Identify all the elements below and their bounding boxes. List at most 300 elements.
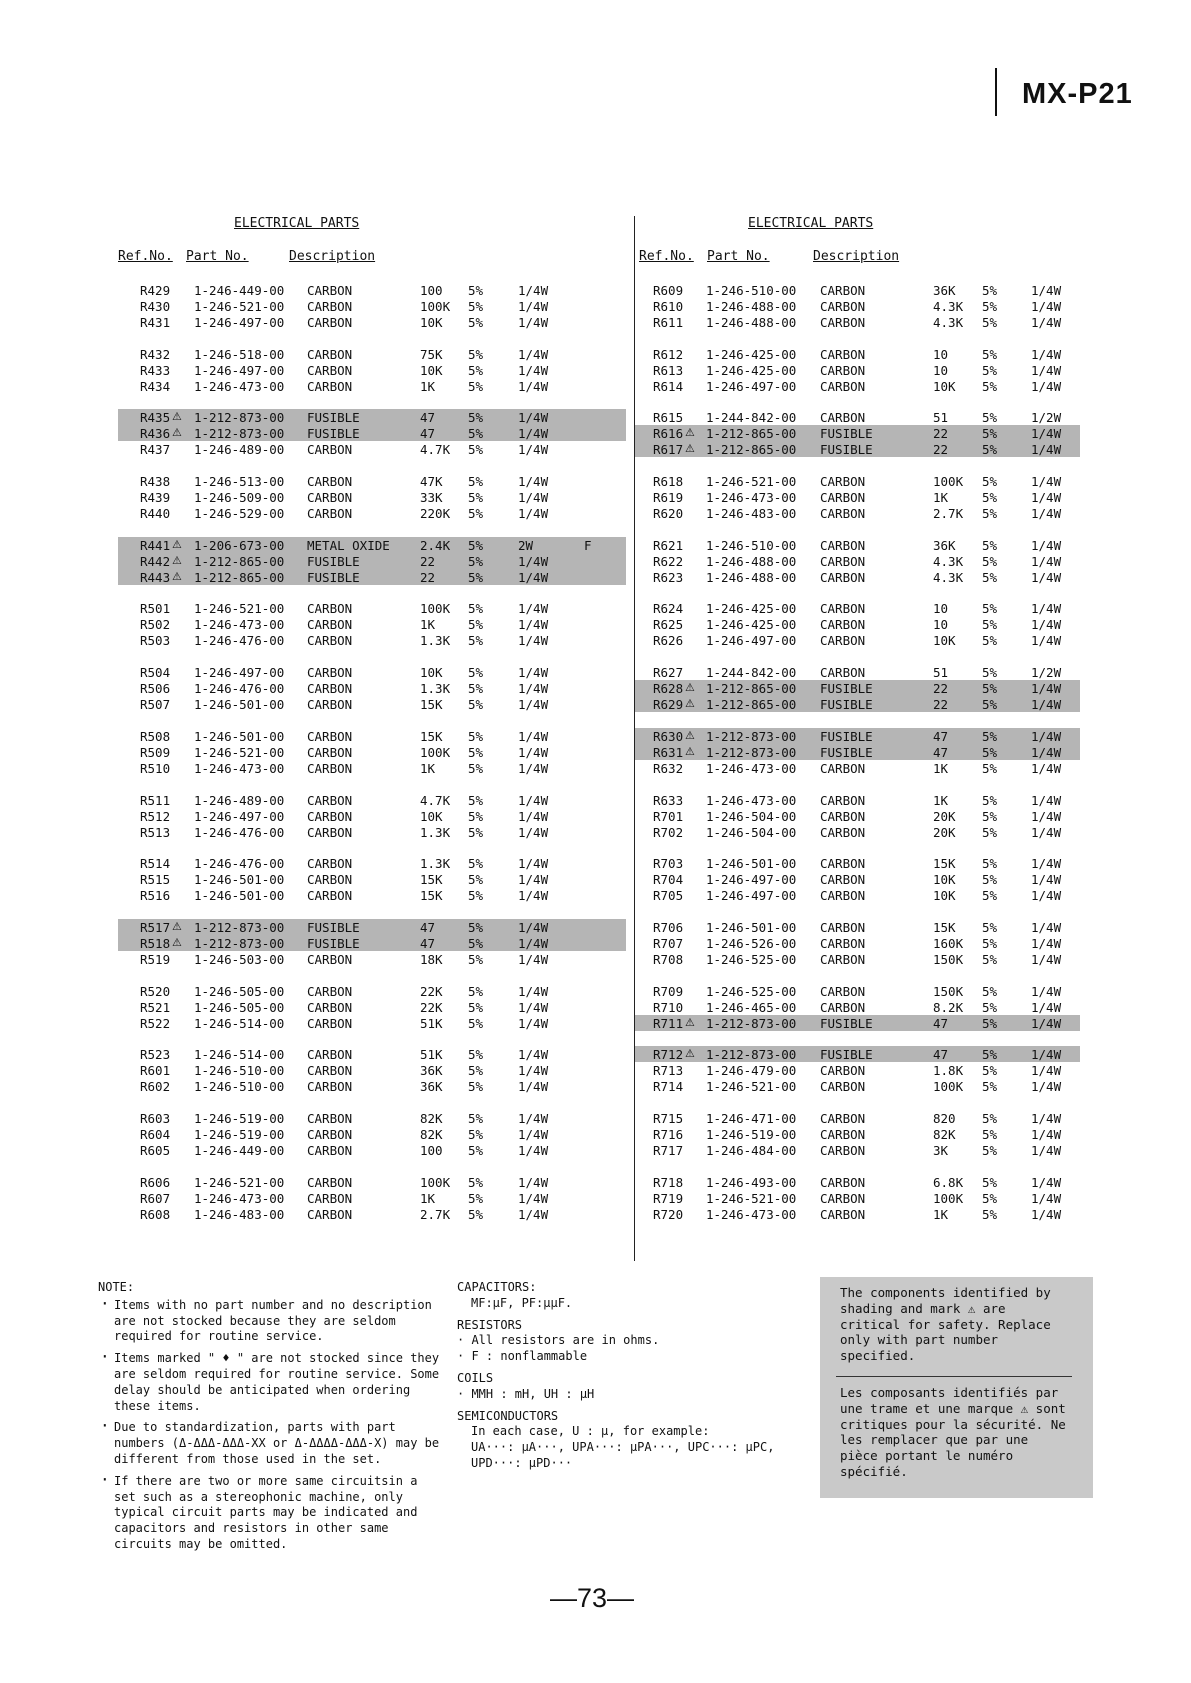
wattage: 1/4W <box>1031 744 1062 760</box>
part-no: 1-246-510-00 <box>194 1063 285 1079</box>
part-no: 1-246-521-00 <box>706 1079 797 1095</box>
ref-no: R432 <box>140 346 171 362</box>
wattage: 1/4W <box>518 1110 549 1126</box>
table-row <box>635 1046 1080 1062</box>
part-no: 1-246-473-00 <box>194 760 285 776</box>
description: CARBON <box>307 1110 353 1126</box>
parts-rows <box>118 282 626 1237</box>
value: 15K <box>420 888 443 904</box>
safety-mark-icon: ⚠ <box>172 426 182 440</box>
wattage: 1/4W <box>1031 1126 1062 1142</box>
ref-no: R507 <box>140 697 171 713</box>
description: CARBON <box>307 1190 353 1206</box>
value: 47 <box>420 426 436 442</box>
tolerance: 5% <box>982 1079 998 1095</box>
ref-no: R502 <box>140 617 171 633</box>
ref-no: R612 <box>653 346 684 362</box>
parts-rows <box>635 282 1080 1237</box>
description: CARBON <box>307 824 353 840</box>
description: CARBON <box>820 1110 866 1126</box>
table-row <box>118 744 626 760</box>
part-no: 1-246-521-00 <box>194 1174 285 1190</box>
wattage: 1/4W <box>518 362 549 378</box>
safety-mark-icon: ⚠ <box>685 1015 695 1029</box>
header-part: Part No. <box>186 249 249 264</box>
safety-note-french: Les composants identifiés par une trame et une marque ⚠ sont critiques pour la sécurité. Ne les remplacer que par une pièce portant le numéro spécifié. <box>840 1384 1066 1479</box>
description: FUSIBLE <box>307 426 360 442</box>
wattage: 1/4W <box>1031 919 1062 935</box>
wattage: 1/4W <box>1031 346 1062 362</box>
ref-no: R509 <box>140 744 171 760</box>
value: 4.7K <box>420 442 451 458</box>
value: 51K <box>420 1015 443 1031</box>
part-no: 1-246-501-00 <box>194 872 285 888</box>
wattage: 1/4W <box>1031 537 1062 553</box>
tolerance: 5% <box>468 919 484 935</box>
part-no: 1-246-425-00 <box>706 346 797 362</box>
description: CARBON <box>820 506 866 522</box>
tolerance: 5% <box>982 283 998 298</box>
description: CARBON <box>307 633 353 649</box>
tolerance: 5% <box>468 872 484 888</box>
ref-no: R626 <box>653 633 684 649</box>
ref-no: R601 <box>140 1063 171 1079</box>
part-no: 1-246-521-00 <box>706 1190 797 1206</box>
description: CARBON <box>820 983 866 999</box>
parts-group <box>118 1174 626 1222</box>
value: 22 <box>420 553 436 569</box>
value: 150K <box>933 951 964 967</box>
description: FUSIBLE <box>820 697 873 713</box>
value: 10K <box>420 665 443 681</box>
safety-mark-icon: ⚠ <box>685 426 695 440</box>
value: 51K <box>420 1047 443 1063</box>
part-no: 1-246-497-00 <box>194 315 285 330</box>
ref-no: R630 <box>653 728 684 744</box>
table-row <box>118 1126 626 1142</box>
value: 6.8K <box>933 1174 964 1190</box>
table-row <box>635 680 1080 696</box>
parts-group <box>118 728 626 776</box>
table-row <box>635 489 1080 505</box>
wattage: 1/4W <box>518 888 549 904</box>
value: 4.7K <box>420 792 451 808</box>
ref-no: R713 <box>653 1063 684 1079</box>
wattage: 1/4W <box>518 1174 549 1190</box>
ref-no: R710 <box>653 999 684 1015</box>
ref-no: R623 <box>653 569 684 585</box>
description: CARBON <box>820 299 866 314</box>
tolerance: 5% <box>468 1015 484 1031</box>
table-row <box>118 1015 626 1031</box>
capacitors-heading: CAPACITORS: <box>457 1280 537 1294</box>
description: FUSIBLE <box>307 553 360 569</box>
ref-no: R704 <box>653 872 684 888</box>
description: CARBON <box>820 1063 866 1079</box>
value: 4.3K <box>933 553 964 569</box>
parts-group <box>118 855 626 903</box>
description: FUSIBLE <box>820 442 873 458</box>
part-no: 1-246-476-00 <box>194 856 285 872</box>
wattage: 1/4W <box>1031 1190 1062 1206</box>
description: CARBON <box>307 856 353 872</box>
note-item: · Items with no part number and no description are not stocked because they are seldom required for routine service. <box>98 1298 443 1345</box>
safety-mark-icon: ⚠ <box>685 681 695 695</box>
parts-group <box>635 600 1080 648</box>
ref-no: R501 <box>140 601 171 617</box>
table-row <box>118 553 626 569</box>
model-label: MX-P21 <box>1022 78 1133 110</box>
tolerance: 5% <box>468 378 484 394</box>
note-item: · Items marked " ♦ " are not stocked since they are seldom required for routine service. Some delay should be anticipated when ordering these items. <box>98 1351 443 1414</box>
table-row <box>635 664 1080 680</box>
ref-no: R503 <box>140 633 171 649</box>
notes-block <box>98 1280 443 1559</box>
ref-no: R523 <box>140 1047 171 1063</box>
ref-no: R441 <box>140 537 171 553</box>
wattage: 1/4W <box>518 665 549 681</box>
description: CARBON <box>307 1142 353 1158</box>
wattage: 1/4W <box>1031 1063 1062 1079</box>
ref-no: R627 <box>653 665 684 681</box>
table-row <box>118 792 626 808</box>
description: CARBON <box>307 299 353 314</box>
wattage: 1/4W <box>1031 792 1062 808</box>
table-row <box>118 298 626 314</box>
tolerance: 5% <box>468 553 484 569</box>
parts-group <box>118 792 626 840</box>
tolerance: 5% <box>982 856 998 872</box>
wattage: 1/4W <box>1031 951 1062 967</box>
part-no: 1-246-521-00 <box>706 474 797 490</box>
table-row <box>118 728 626 744</box>
part-no: 1-246-510-00 <box>706 283 797 298</box>
wattage: 1/4W <box>518 410 549 426</box>
tolerance: 5% <box>982 824 998 840</box>
description: CARBON <box>820 474 866 490</box>
part-no: 1-246-497-00 <box>706 872 797 888</box>
description: CARBON <box>307 792 353 808</box>
tolerance: 5% <box>982 1110 998 1126</box>
wattage: 1/4W <box>1031 633 1062 649</box>
table-row <box>118 378 626 394</box>
value: 100K <box>420 601 451 617</box>
parts-group <box>635 409 1080 457</box>
ref-no: R434 <box>140 378 171 394</box>
tolerance: 5% <box>468 426 484 442</box>
description: CARBON <box>820 888 866 904</box>
part-no: 1-246-510-00 <box>706 537 797 553</box>
description: CARBON <box>820 999 866 1015</box>
table-row <box>635 537 1080 553</box>
wattage: 1/4W <box>1031 760 1062 776</box>
safety-mark-icon: ⚠ <box>685 1047 695 1061</box>
description: CARBON <box>820 951 866 967</box>
table-row <box>635 999 1080 1015</box>
description: CARBON <box>307 490 353 506</box>
ref-no: R433 <box>140 362 171 378</box>
tolerance: 5% <box>982 506 998 522</box>
part-no: 1-246-488-00 <box>706 315 797 330</box>
tolerance: 5% <box>982 919 998 935</box>
tolerance: 5% <box>982 1126 998 1142</box>
tolerance: 5% <box>982 951 998 967</box>
description: CARBON <box>820 490 866 506</box>
semiconductors-line: UA···: μA···, UPA···: μPA···, UPC···: μPC, <box>471 1440 775 1455</box>
description: CARBON <box>820 1142 866 1158</box>
ref-no: R440 <box>140 506 171 522</box>
tolerance: 5% <box>468 537 484 553</box>
wattage: 1/4W <box>518 935 549 951</box>
description: CARBON <box>820 792 866 808</box>
tolerance: 5% <box>468 1079 484 1095</box>
part-no: 1-212-873-00 <box>194 426 285 442</box>
description: CARBON <box>820 760 866 776</box>
wattage: 1/4W <box>518 856 549 872</box>
ref-no: R512 <box>140 808 171 824</box>
part-no: 1-246-505-00 <box>194 983 285 999</box>
ref-no: R438 <box>140 474 171 490</box>
wattage: 1/4W <box>518 744 549 760</box>
rating-flag: F <box>584 537 592 553</box>
ref-no: R508 <box>140 728 171 744</box>
ref-no: R519 <box>140 951 171 967</box>
part-no: 1-246-519-00 <box>194 1110 285 1126</box>
part-no: 1-212-873-00 <box>706 1015 797 1031</box>
description: CARBON <box>820 315 866 330</box>
value: 100K <box>420 744 451 760</box>
value: 1K <box>420 1190 436 1206</box>
ref-no: R511 <box>140 792 171 808</box>
ref-no: R706 <box>653 919 684 935</box>
wattage: 1/4W <box>518 728 549 744</box>
part-no: 1-212-865-00 <box>194 553 285 569</box>
table-row <box>118 362 626 378</box>
value: 47 <box>933 744 949 760</box>
part-no: 1-246-509-00 <box>194 490 285 506</box>
table-row <box>635 744 1080 760</box>
value: 47 <box>933 1015 949 1031</box>
description: CARBON <box>820 346 866 362</box>
table-row <box>118 760 626 776</box>
wattage: 1/4W <box>1031 856 1062 872</box>
ref-no: R619 <box>653 490 684 506</box>
part-no: 1-246-479-00 <box>706 1063 797 1079</box>
value: 8.2K <box>933 999 964 1015</box>
tolerance: 5% <box>468 474 484 490</box>
wattage: 1/4W <box>518 1063 549 1079</box>
part-no: 1-246-483-00 <box>706 506 797 522</box>
wattage: 1/4W <box>1031 442 1062 458</box>
part-no: 1-246-483-00 <box>194 1206 285 1222</box>
value: 1.3K <box>420 681 451 697</box>
tolerance: 5% <box>468 697 484 713</box>
description: CARBON <box>307 442 353 458</box>
part-no: 1-246-521-00 <box>194 744 285 760</box>
parts-group <box>118 919 626 967</box>
ref-no: R625 <box>653 617 684 633</box>
table-row <box>635 1110 1080 1126</box>
description: CARBON <box>307 474 353 490</box>
table-row <box>635 616 1080 632</box>
wattage: 1/4W <box>1031 569 1062 585</box>
part-no: 1-246-504-00 <box>706 824 797 840</box>
description: CARBON <box>820 601 866 617</box>
resistors-line: · F : nonflammable <box>457 1349 588 1364</box>
parts-column-right <box>634 216 1080 1261</box>
table-row <box>635 983 1080 999</box>
description: CARBON <box>307 760 353 776</box>
tolerance: 5% <box>982 999 998 1015</box>
tolerance: 5% <box>982 888 998 904</box>
ref-no: R520 <box>140 983 171 999</box>
parts-group <box>635 792 1080 840</box>
description: CARBON <box>820 824 866 840</box>
value: 10 <box>933 617 949 633</box>
ref-no: R621 <box>653 537 684 553</box>
wattage: 1/4W <box>518 506 549 522</box>
description: CARBON <box>820 1190 866 1206</box>
value: 10K <box>933 888 956 904</box>
ref-no: R620 <box>653 506 684 522</box>
tolerance: 5% <box>468 792 484 808</box>
table-row <box>635 1190 1080 1206</box>
value: 1K <box>933 760 949 776</box>
wattage: 1/4W <box>518 872 549 888</box>
table-row <box>635 871 1080 887</box>
table-row <box>118 1078 626 1094</box>
ref-no: R506 <box>140 681 171 697</box>
value: 220K <box>420 506 451 522</box>
ref-no: R515 <box>140 872 171 888</box>
value: 10K <box>933 633 956 649</box>
description: FUSIBLE <box>307 410 360 426</box>
table-row <box>118 425 626 441</box>
part-no: 1-246-488-00 <box>706 299 797 314</box>
value: 51 <box>933 410 949 426</box>
table-row <box>635 824 1080 840</box>
value: 100K <box>933 1190 964 1206</box>
wattage: 1/4W <box>518 426 549 442</box>
value: 160K <box>933 935 964 951</box>
ref-no: R436 <box>140 426 171 442</box>
description: FUSIBLE <box>820 681 873 697</box>
value: 10 <box>933 601 949 617</box>
coils-heading: COILS <box>457 1370 494 1385</box>
ref-no: R719 <box>653 1190 684 1206</box>
description: CARBON <box>307 681 353 697</box>
wattage: 1/4W <box>1031 299 1062 314</box>
wattage: 1/4W <box>518 824 549 840</box>
value: 1.3K <box>420 633 451 649</box>
tolerance: 5% <box>468 824 484 840</box>
description: FUSIBLE <box>820 1047 873 1063</box>
description: CARBON <box>820 856 866 872</box>
value: 36K <box>420 1063 443 1079</box>
table-row <box>635 919 1080 935</box>
description: CARBON <box>307 601 353 617</box>
safety-mark-icon: ⚠ <box>172 919 182 933</box>
table-row <box>635 441 1080 457</box>
parts-group <box>118 1046 626 1094</box>
part-no: 1-246-489-00 <box>194 442 285 458</box>
ref-no: R707 <box>653 935 684 951</box>
tolerance: 5% <box>982 617 998 633</box>
value: 100 <box>420 283 443 298</box>
wattage: 1/4W <box>518 569 549 585</box>
tolerance: 5% <box>468 410 484 426</box>
header-ref: Ref.No. <box>118 249 173 264</box>
wattage: 1/4W <box>1031 888 1062 904</box>
part-no: 1-246-497-00 <box>194 362 285 378</box>
value: 47 <box>933 728 949 744</box>
table-row <box>635 298 1080 314</box>
table-row <box>635 569 1080 585</box>
ref-no: R705 <box>653 888 684 904</box>
ref-no: R510 <box>140 760 171 776</box>
ref-no: R610 <box>653 299 684 314</box>
table-row <box>118 314 626 330</box>
part-no: 1-246-497-00 <box>706 888 797 904</box>
ref-no: R632 <box>653 760 684 776</box>
value: 22K <box>420 999 443 1015</box>
table-row <box>118 999 626 1015</box>
table-row <box>635 346 1080 362</box>
value: 20K <box>933 824 956 840</box>
part-no: 1-246-501-00 <box>706 856 797 872</box>
description: CARBON <box>307 665 353 681</box>
description: FUSIBLE <box>307 569 360 585</box>
description: FUSIBLE <box>307 919 360 935</box>
value: 15K <box>420 872 443 888</box>
value: 47 <box>420 935 436 951</box>
header-part: Part No. <box>707 249 770 264</box>
value: 18K <box>420 951 443 967</box>
description: FUSIBLE <box>820 1015 873 1031</box>
table-row <box>635 1062 1080 1078</box>
tolerance: 5% <box>982 983 998 999</box>
table-row <box>118 569 626 585</box>
ref-no: R617 <box>653 442 684 458</box>
tolerance: 5% <box>982 760 998 776</box>
wattage: 1/4W <box>518 1206 549 1222</box>
description: CARBON <box>307 315 353 330</box>
value: 36K <box>933 283 956 298</box>
tolerance: 5% <box>982 1206 998 1222</box>
tolerance: 5% <box>982 1174 998 1190</box>
value: 10 <box>933 346 949 362</box>
tolerance: 5% <box>468 299 484 314</box>
description: FUSIBLE <box>820 728 873 744</box>
wattage: 1/2W <box>1031 665 1062 681</box>
part-no: 1-246-510-00 <box>194 1079 285 1095</box>
wattage: 1/4W <box>518 681 549 697</box>
value: 82K <box>420 1110 443 1126</box>
table-row <box>635 935 1080 951</box>
tolerance: 5% <box>468 601 484 617</box>
parts-group <box>118 346 626 394</box>
table-row <box>118 696 626 712</box>
ref-no: R522 <box>140 1015 171 1031</box>
parts-group <box>635 1046 1080 1094</box>
page-number: —73— <box>550 1583 635 1613</box>
description: CARBON <box>307 378 353 394</box>
part-no: 1-212-873-00 <box>706 1047 797 1063</box>
tolerance: 5% <box>982 1015 998 1031</box>
part-no: 1-246-471-00 <box>706 1110 797 1126</box>
table-row <box>635 792 1080 808</box>
value: 1K <box>933 1206 949 1222</box>
